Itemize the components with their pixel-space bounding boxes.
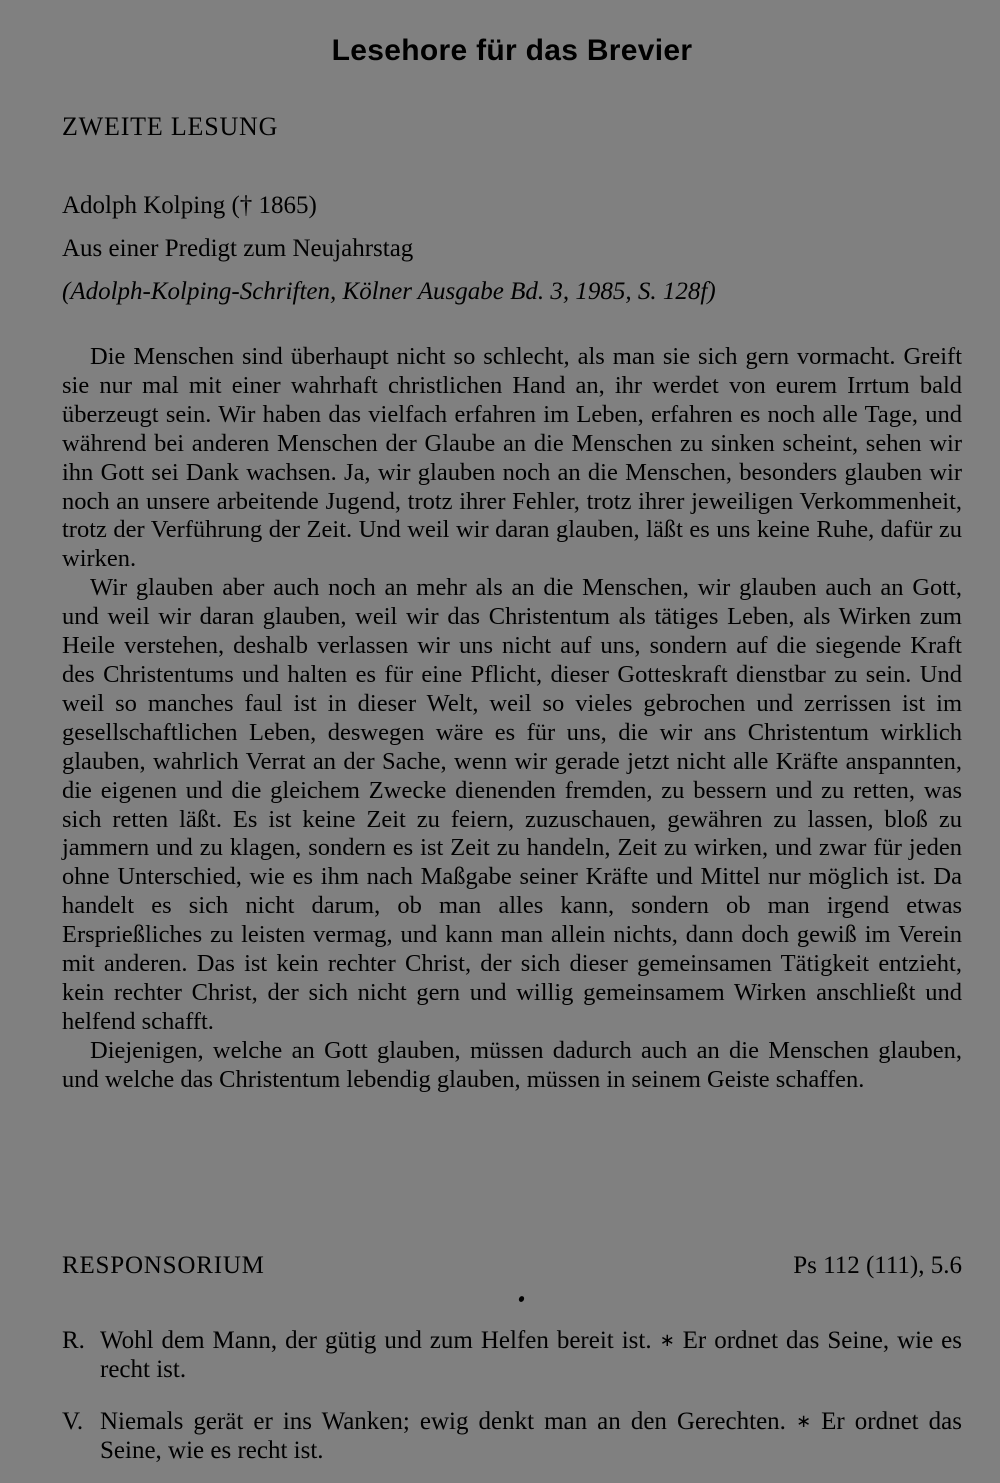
reading-text	[62, 343, 962, 1095]
psalm-reference: Ps 112 (111), 5.6	[793, 1252, 962, 1279]
versicle-text-part-2: Er ordnet das Seine, wie es recht ist.	[100, 1408, 962, 1464]
ink-speck	[518, 1295, 525, 1303]
asterisk-icon: ∗	[795, 1411, 812, 1432]
versicle-marker: V.	[62, 1408, 84, 1435]
versicle-verse	[62, 1407, 962, 1465]
responsorium-heading: RESPONSORIUM	[62, 1252, 265, 1279]
reading-metadata	[62, 184, 716, 313]
response-verse	[62, 1326, 962, 1384]
response-text-part-1: Wohl dem Mann, der gütig und zum Helfen bereit ist.	[100, 1327, 652, 1354]
response-text-part-2: Er ordnet das Seine, wie es recht ist.	[100, 1327, 963, 1383]
paragraph: Wir glauben aber auch noch an mehr als an die Menschen, wir glauben auch an Gott, und weil wir daran glauben, weil wir das Christentum als tätiges Leben, als Wirken zum Heile verstehen, deshalb verlassen wir uns nicht auf uns, sondern auf die siegende Kraft des Christentums und halten es für eine Pflicht, dieser Gotteskraft dienstbar zu sein. Und weil so manches faul ist in dieser Welt, weil so vieles gebrochen und zerrissen ist im gesellschaftlichen Leben, deswegen wäre es für uns, die wir ans Christentum wirklich glauben, wahrlich Verrat an der Sache, wenn wir gerade jetzt nicht alle Kräfte anspannten, die eigenen und die gleichem Zwecke dienenden fremden, zu bessern und zu retten, was sich retten läßt. Es ist keine Zeit zu feiern, zuzuschauen, gewähren zu lassen, bloß zu jammern und zu klagen, sondern es ist Zeit zu handeln, Zeit zu wirken, und zwar für jeden ohne Unterschied, wie es ihm nach Maßgabe seiner Kräfte und Mittel nur möglich ist. Da handelt es sich nicht darum, ob man alles kann, sondern ob man irgend etwas Ersprießliches zu leisten vermag, und kann man allein nichts, dann doch gewiß im Verein mit anderen. Das ist kein rechter Christ, der sich dieser gemeinsamen Tätigkeit entzieht, kein rechter Christ, der sich nicht gern und willig gemeinsamem Wirken anschließt und helfend schafft.	[62, 574, 962, 1035]
source-citation: (Adolph-Kolping-Schriften, Kölner Ausgabe Bd. 3, 1985, S. 128f)	[62, 278, 716, 305]
author-line: Adolph Kolping († 1865)	[62, 192, 317, 219]
asterisk-icon: ∗	[659, 1330, 675, 1351]
response-marker: R.	[62, 1327, 85, 1354]
paragraph: Die Menschen sind überhaupt nicht so schlecht, als man sie sich gern vormacht. Greift sie nur mal mit einer wahrhaft christlichen Hand an, ihr werdet von eurem Irrtum bald überzeugt sein. Wir haben das vielfach erfahren im Leben, erfahren es noch alle Tage, und während bei anderen Menschen der Glaube an die Menschen zu sinken scheint, sehen wir ihn Gott sei Dank wachsen. Ja, wir glauben noch an die Menschen, besonders glauben wir noch an unsere arbeitende Jugend, trotz ihrer Fehler, trotz ihrer jeweiligen Verkommenheit, trotz der Verführung der Zeit. Und weil wir daran glauben, läßt es uns keine Ruhe, dafür zu wirken.	[62, 343, 962, 573]
responsorium-header	[62, 1252, 962, 1280]
section-heading: ZWEITE LESUNG	[62, 112, 279, 141]
versicle-text	[100, 1407, 962, 1465]
page-title: Lesehore für das Brevier	[331, 34, 693, 67]
response-text	[100, 1326, 962, 1384]
paragraph: Diejenigen, welche an Gott glauben, müssen dadurch auch an die Menschen glauben, und welche das Christentum lebendig glauben, müssen in seinem Geiste schaffen.	[62, 1036, 962, 1093]
work-line: Aus einer Predigt zum Neujahrstag	[62, 235, 414, 262]
versicle-text-part-1: Niemals gerät er ins Wanken; ewig denkt man an den Gerechten.	[100, 1408, 786, 1435]
